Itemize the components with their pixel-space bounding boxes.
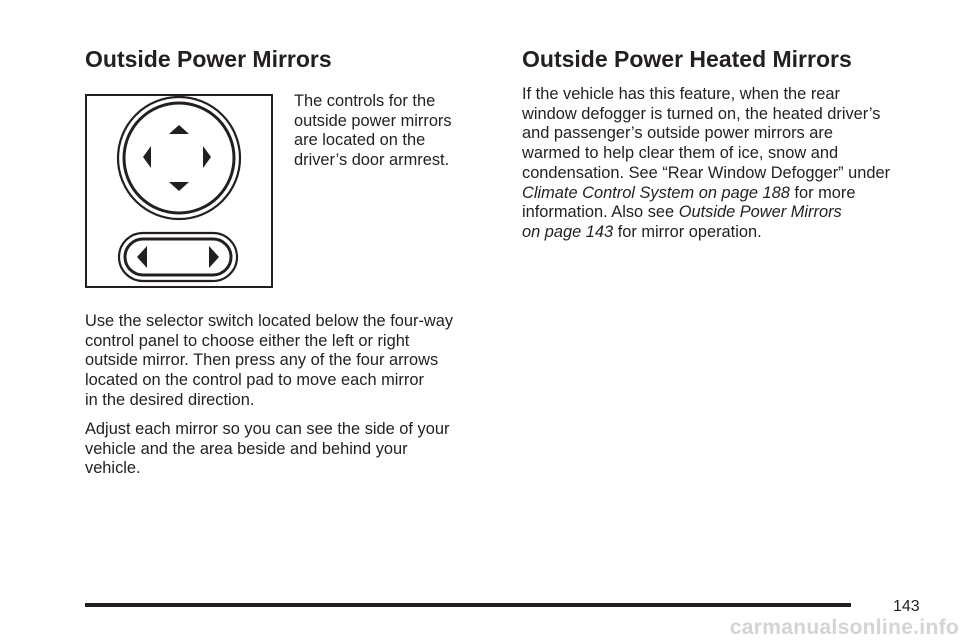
control-pad-outer-ring — [118, 97, 240, 219]
text-run: and passenger’s outside power mirrors are — [522, 124, 833, 143]
text-line: control panel to choose either the left or right — [85, 331, 410, 350]
text-line — [522, 105, 912, 125]
text-line — [522, 85, 912, 105]
watermark: carmanualsonline.info — [729, 616, 959, 639]
footer-rule — [85, 603, 851, 607]
four-way-control-pad — [118, 97, 240, 219]
cross-reference: on page 143 — [522, 222, 614, 241]
text-run: window defogger is turned on, the heated driver’s — [522, 104, 881, 123]
mirror-selector-switch — [119, 233, 237, 281]
text-line: The controls for the — [294, 92, 436, 110]
arrow-up-icon — [169, 125, 189, 134]
arrow-down-icon — [169, 182, 189, 191]
text-line — [522, 164, 912, 184]
text-run: If the vehicle has this feature, when the rear — [522, 85, 840, 103]
text-line: Use the selector switch located below the four-way — [85, 312, 454, 330]
intro-paragraph — [294, 92, 499, 171]
selector-left-arrow-icon — [137, 246, 147, 268]
text-line: vehicle and the area beside and behind your — [85, 439, 408, 458]
text-line: in the desired direction. — [85, 390, 255, 409]
text-run: for mirror operation. — [613, 222, 762, 241]
text-line: Adjust each mirror so you can see the side of your — [85, 420, 450, 438]
cross-reference: Outside Power Mirrors — [678, 203, 842, 222]
text-run: information. Also see — [522, 203, 679, 222]
mirror-control-illustration — [87, 96, 271, 286]
page-number: 143 — [893, 598, 920, 615]
text-run: condensation. See “Rear Window Defogger” under — [522, 163, 891, 182]
cross-reference: Climate Control System on page 188 — [522, 183, 790, 202]
section-heading-outside-power-heated-mirrors: Outside Power Heated Mirrors — [522, 46, 852, 72]
text-run: for more — [789, 183, 856, 202]
text-line: vehicle. — [85, 459, 141, 478]
mirror-control-figure — [85, 94, 273, 288]
selector-usage-paragraph — [85, 312, 505, 411]
section-heading-outside-power-mirrors: Outside Power Mirrors — [85, 46, 332, 72]
text-line — [522, 203, 912, 223]
text-line: are located on the — [294, 131, 426, 150]
text-line: driver’s door armrest. — [294, 151, 450, 170]
arrow-right-icon — [203, 146, 211, 168]
text-line — [522, 144, 912, 164]
text-line: outside mirror. Then press any of the four arrows — [85, 351, 439, 370]
text-run: warmed to help clear them of ice, snow and — [522, 144, 839, 163]
text-line: outside power mirrors — [294, 111, 452, 130]
text-line: located on the control pad to move each mirror — [85, 371, 424, 390]
arrow-left-icon — [143, 146, 151, 168]
text-line — [522, 184, 912, 204]
adjust-mirror-paragraph — [85, 420, 505, 479]
heated-mirrors-paragraph — [522, 85, 912, 243]
text-line — [522, 223, 912, 243]
selector-right-arrow-icon — [209, 246, 219, 268]
control-pad-inner-ring — [124, 103, 234, 213]
text-line — [522, 124, 912, 144]
